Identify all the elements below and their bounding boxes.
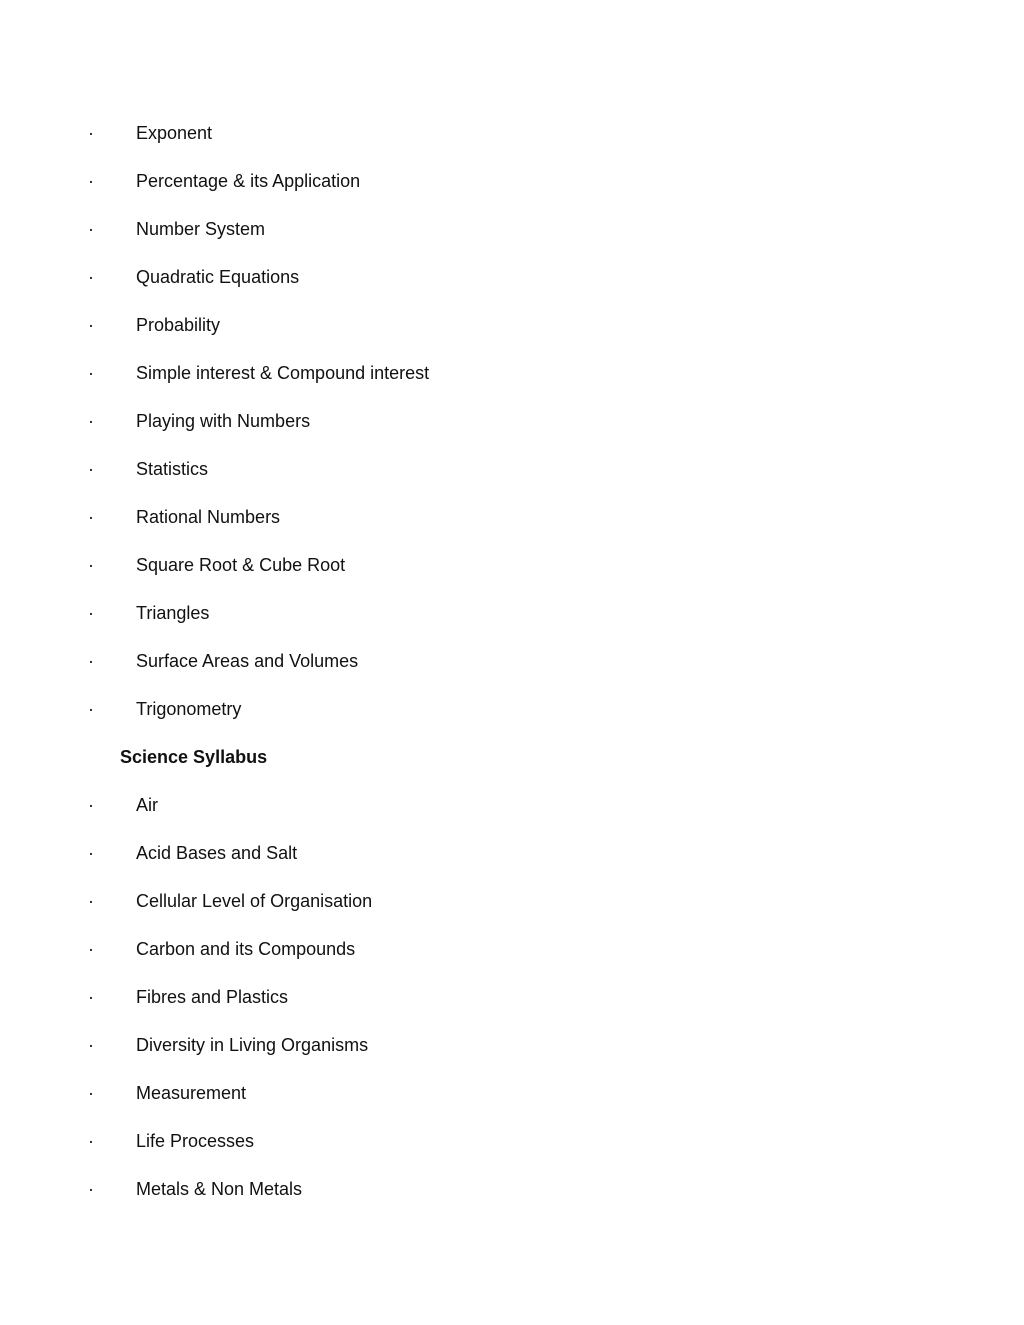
bullet-icon: · xyxy=(88,603,94,623)
list-item-text: Simple interest & Compound interest xyxy=(136,363,430,383)
list-item xyxy=(0,166,1024,214)
list-item xyxy=(0,550,1024,598)
list-item-text: Triangles xyxy=(136,603,210,623)
bullet-icon: · xyxy=(88,507,94,527)
list-item xyxy=(0,790,1024,838)
bullet-icon: · xyxy=(88,219,94,239)
list-item-text: Statistics xyxy=(136,459,209,479)
bullet-icon: · xyxy=(88,171,94,191)
list-item-text: Cellular Level of Organisation xyxy=(136,891,373,911)
bullet-icon: · xyxy=(88,1035,94,1055)
list-item xyxy=(0,1078,1024,1126)
list-item-text: Trigonometry xyxy=(136,699,242,719)
list-item xyxy=(0,214,1024,262)
list-item xyxy=(0,694,1024,742)
bullet-icon: · xyxy=(88,555,94,575)
list-item xyxy=(0,646,1024,694)
list-item-text: Air xyxy=(136,795,158,815)
list-item-text: Carbon and its Compounds xyxy=(136,939,356,959)
list-item-text: Rational Numbers xyxy=(136,507,281,527)
bullet-icon: · xyxy=(88,315,94,335)
bullet-icon: · xyxy=(88,795,94,815)
list-item xyxy=(0,934,1024,982)
list-item xyxy=(0,1126,1024,1174)
list-item xyxy=(0,118,1024,166)
list-item xyxy=(0,886,1024,934)
list-item xyxy=(0,1174,1024,1222)
bullet-icon: · xyxy=(88,1131,94,1151)
bullet-icon: · xyxy=(88,411,94,431)
bullet-icon: · xyxy=(88,363,94,383)
bullet-icon: · xyxy=(88,987,94,1007)
list-item-text: Probability xyxy=(136,315,221,335)
list-item xyxy=(0,406,1024,454)
bullet-icon: · xyxy=(88,123,94,143)
list-item-text: Number System xyxy=(136,219,266,239)
bullet-icon: · xyxy=(88,1083,94,1103)
list-item xyxy=(0,838,1024,886)
list-item-text: Metals & Non Metals xyxy=(136,1179,303,1199)
bullet-icon: · xyxy=(88,267,94,287)
list-item xyxy=(0,982,1024,1030)
bullet-icon: · xyxy=(88,651,94,671)
list-item-text: Measurement xyxy=(136,1083,247,1103)
bullet-icon: · xyxy=(88,1179,94,1199)
bullet-icon: · xyxy=(88,459,94,479)
list-item xyxy=(0,598,1024,646)
list-item-text: Percentage & its Application xyxy=(136,171,361,191)
list-item-text: Exponent xyxy=(136,123,213,143)
section-heading-row xyxy=(0,742,1024,790)
list-item-text: Playing with Numbers xyxy=(136,411,311,431)
science-syllabus-heading: Science Syllabus xyxy=(120,747,268,767)
list-item xyxy=(0,310,1024,358)
list-item-text: Life Processes xyxy=(136,1131,255,1151)
list-item xyxy=(0,454,1024,502)
bullet-icon: · xyxy=(88,843,94,863)
list-item-text: Fibres and Plastics xyxy=(136,987,289,1007)
list-item-text: Acid Bases and Salt xyxy=(136,843,298,863)
syllabus-list xyxy=(0,118,1024,1222)
bullet-icon: · xyxy=(88,939,94,959)
list-item xyxy=(0,1030,1024,1078)
bullet-icon: · xyxy=(88,891,94,911)
list-item-text: Square Root & Cube Root xyxy=(136,555,346,575)
list-item xyxy=(0,502,1024,550)
list-item xyxy=(0,358,1024,406)
bullet-icon: · xyxy=(88,699,94,719)
list-item-text: Surface Areas and Volumes xyxy=(136,651,359,671)
list-item xyxy=(0,262,1024,310)
list-item-text: Quadratic Equations xyxy=(136,267,300,287)
list-item-text: Diversity in Living Organisms xyxy=(136,1035,369,1055)
